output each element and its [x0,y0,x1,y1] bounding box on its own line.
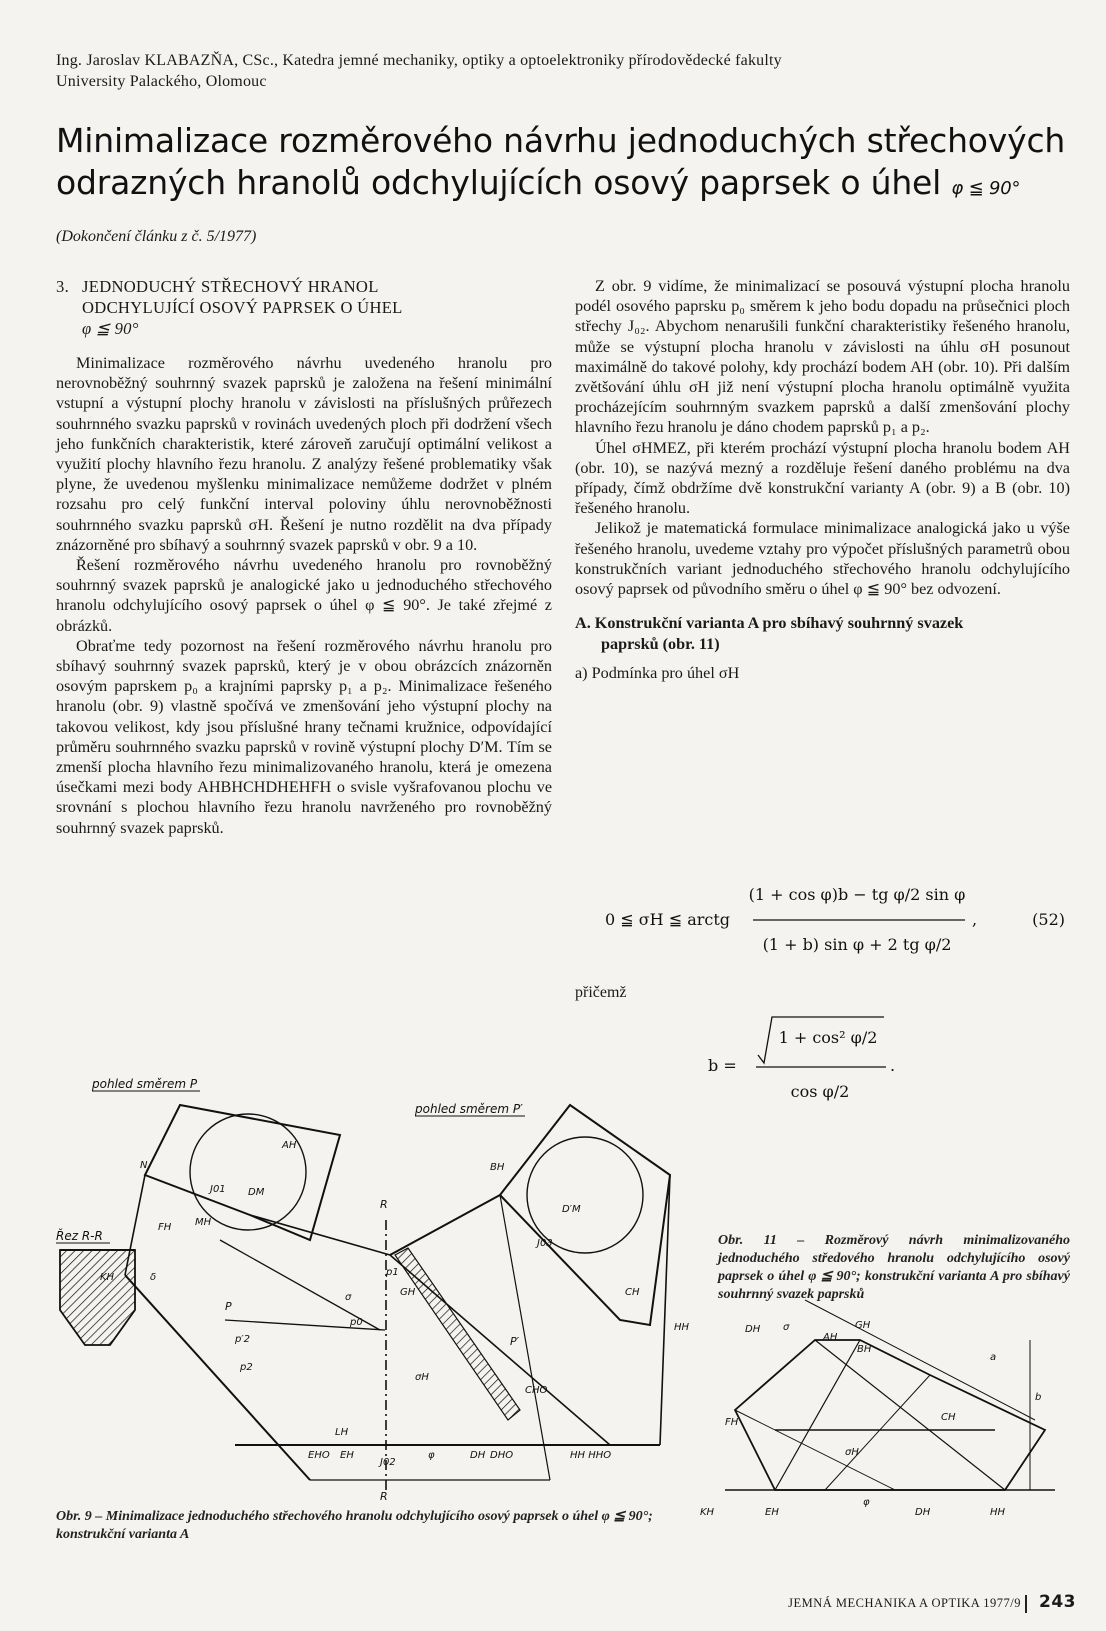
label-sigma: σ [345,1292,352,1303]
label-j02: J02 [380,1457,396,1468]
label-eh: EH [340,1450,354,1461]
fig11-label-phi: φ [863,1497,870,1508]
label-eho: EHO [308,1450,330,1461]
label-hho: HH HHO [570,1450,612,1461]
fig11-label-ah: AH [823,1332,838,1343]
fig11-label-a: a [990,1352,997,1363]
fig11-label-gh: GH [855,1320,871,1331]
right-roof-block [500,1105,670,1325]
section-heading-line-3: φ ≦ 90° [82,319,139,338]
paragraph: Obraťme tedy pozornost na řešení rozměrového návrhu hranolu pro sbíhavý souhrnný svazek paprsků, který je v obou obrázcích znázorněn osovým paprskem p₀ a krajními paprsky p₁ a p₂. Minimalizace řešeného hranolu (obr. 9) vlastně spočívá ve zmenšování jeho výstupní plochy na takovou velikost, kdy jsou příslušné hrany tečnami kružnice, odpovídající průměru souhrnného svazku paprsků v rovině výstupní plochy D′M. Tím se zmenší plocha hlavního řezu minimalizovaného hranolu, která je omezena úsečkami mezi body AHBHCHDHEHFH o svisle vyšrafovanou plochu ve srovnání s plochou hlavního řezu hranolu navrženého pro rovnoběžný souhrnný svazek paprsků. [56,636,552,837]
pricemz: přičemž [575,984,627,1001]
label-view-p: pohled směrem P [92,1077,198,1091]
fig11-label-fh: FH [725,1417,739,1428]
label-hh: HH [674,1322,690,1333]
label-cho: CHO [525,1385,548,1396]
fig11-label-ch: CH [941,1412,956,1423]
paragraph: Minimalizace rozměrového návrhu uvedeného hranolu pro nerovnoběžný souhrnný svazek paprsků je založena na řešení minimální vstupní a výstupní plochy hranolu v závislosti na příslušných průřezech souhrnného svazku paprsků v rovinách uvedených ploch při dodržení všech jeho funkčních charakteristik, které zároveň zaručují optimální velikost a využití plochy hlavního řezu hranolu. Z analýzy řešené problematiky však plyne, že uvedenou myšlenku minimalizace nemůžeme dodržet v plném rozsahu pro celý funkční interval poloviny úhlu nerovnoběžnosti souhrnného svazku paprsků σH. Řešení je nutno rozdělit na dva případy znázorněné pro sbíhavý a souhrnný svazek paprsků v obr. 9 a 10. [56,354,552,554]
eq-b-numerator: 1 + cos² φ/2 [778,1028,878,1047]
fig11-label-dh2: DH [915,1507,931,1518]
continuation-note: (Dokončení článku z č. 5/1977) [56,228,257,245]
label-p1: p1 [386,1267,399,1278]
author-line-1: Ing. Jaroslav KLABAZŇA, CSc., Katedra jemné mechaniky, optiky a optoelektroniky přírodovědecké fakulty [56,52,782,69]
fig11-label-hh: HH [990,1507,1006,1518]
label-r-top: R [380,1198,388,1211]
title-angle: φ ≦ 90° [951,178,1021,199]
column-left [56,276,552,838]
author-affiliation [56,50,1066,92]
column-right [575,276,1070,683]
label-j03: J03 [537,1238,553,1249]
paragraph: Z obr. 9 vidíme, že minimalizací se posouvá výstupní plocha hranolu podél osového paprsku p₀ směrem k jeho bodu dopadu na průsečnici ploch střechy J₀₂. Abychom nenarušili funkční charakteristiky řešeného hranolu, může se výstupní plocha hranolu v závislosti na úhlu σH posunout maximálně do takové polohy, kdy prochází bodem AH (obr. 10). Při dalším zvětšování úhlu σH již není výstupní plocha hranolu optimálně využita procházejícím souhrnným svazkem paprsků a další zmenšování plochy hlavního řezu hranolu je dáno chodem paprsků p₁ a p₂. [575,277,1070,437]
section-heading-line-2: ODCHYLUJÍCÍ OSOVÝ PAPRSEK O ÚHEL [82,298,403,317]
left-face [250,1215,390,1255]
fig11-label-kh: KH [700,1507,715,1518]
label-sigmah: σH [415,1372,429,1383]
page-number: 243 [1039,1592,1076,1612]
equation-52 [575,870,1070,980]
figure-9-caption: Obr. 9 – Minimalizace jednoduchého střechového hranolu odchylujícího osový paprsek o úhel φ ≦ 90°; konstrukční varianta A [56,1509,653,1542]
eq52-numerator: (1 + cos φ)b − tg φ/2 sin φ [748,885,966,904]
label-p: P [225,1300,232,1313]
fig11-label-dh: DH [745,1324,761,1335]
right-beam-circle [527,1137,643,1253]
eq52-comma: , [972,910,978,929]
label-p-prime: P′ [510,1335,520,1348]
label-section: Řez R-R [56,1229,103,1243]
journal-name: JEMNÁ MECHANIKA A OPTIKA 1977/9 [788,1596,1021,1610]
label-r-bottom: R [380,1490,388,1503]
label-mh: MH [195,1217,212,1228]
equation-b [700,1005,930,1120]
paragraph: Řešení rozměrového návrhu uvedeného hranolu pro rovnoběžný souhrnný svazek paprsků je analogické jako u jednoduchého střechového hranolu odchylujícího osový paprsek o úhel φ ≦ 90°. Je také zřejmé z obrázků. [56,556,552,635]
label-dho: DHO [490,1450,514,1461]
label-p2: p2 [240,1362,253,1373]
left-roof-block [145,1105,340,1240]
figure-11-drawing [700,1300,1075,1530]
eq52-left: 0 ≦ σH ≦ arctg [605,910,731,929]
label-n: N [140,1160,148,1171]
eq52-denominator: (1 + b) sin φ + 2 tg φ/2 [762,935,952,954]
label-ah: AH [282,1140,297,1151]
label-fh: FH [158,1222,172,1233]
fig11-label-bh: BH [857,1344,872,1355]
section-number: 3. [56,277,70,296]
page-footer [760,1592,1076,1613]
fig11-label-b: b [1035,1392,1042,1403]
label-dh: DH [470,1450,486,1461]
section-3-heading [56,276,552,339]
label-gh: GH [400,1287,416,1298]
eq-b-left: b = [708,1056,737,1075]
article-title [56,120,1066,210]
fig11-label-eh: EH [765,1507,779,1518]
label-j01: J01 [210,1184,226,1195]
title-line-2 [56,162,1066,210]
paragraph: Úhel σHMEZ, při kterém prochází výstupní plocha hranolu bodem AH (obr. 10), se nazývá mezný a rozděluje řešení daného problému na dva případy, čímž obdržíme dvě konstrukční varianty A (obr. 9) a B (obr. 10) řešeného hranolu. [575,438,1070,518]
subsection-heading-line-2: paprsků (obr. 11) [601,635,720,654]
section-heading-line-1: JEDNODUCHÝ STŘECHOVÝ HRANOL [82,277,379,296]
label-lh: LH [335,1427,349,1438]
label-delta: δ [150,1272,157,1283]
eq-b-denominator: cos φ/2 [790,1082,850,1101]
title-line-2-text: odrazných hranolů odchylujících osový paprsek o úhel [56,163,942,202]
footer-divider [1025,1595,1027,1613]
fig11-label-sigma: σ [783,1322,790,1333]
condition-a: a) Podmínka pro úhel σH [575,664,740,683]
eq-b-period: . [890,1056,896,1075]
fig11-prism-outline [735,1340,1045,1490]
title-line-1: Minimalizace rozměrového návrhu jednoduchých střechových [56,121,1066,160]
label-dm2: D′M [562,1204,581,1215]
label-bh: BH [490,1162,505,1173]
label-view-p2: pohled směrem P′ [415,1102,523,1116]
label-dm: DM [248,1187,265,1198]
paragraph: Jelikož je matematická formulace minimalizace analogická jako u výše řešeného hranolu, uvedeme vztahy pro výpočet příslušných parametrů obou konstrukčních variant jednoduchého střechového hranolu odchylujícího osový paprsek od původního směru o úhel φ ≦ 90° bez odvození. [575,519,1070,599]
label-kh: KH [100,1272,115,1283]
subsection-heading-line-1: A. Konstrukční varianta A pro sbíhavý souhrnný svazek [575,614,964,633]
label-p2b: p′2 [235,1334,250,1345]
fig11-label-sigmah: σH [845,1447,859,1458]
subsection-a-heading [575,613,1070,655]
label-p0: p0 [350,1317,363,1328]
left-prism-edge [125,1275,310,1480]
author-line-2: University Palackého, Olomouc [56,73,267,90]
left-beam-circle [190,1114,306,1230]
right-prism-edge [390,1195,500,1255]
hatched-area [395,1248,520,1420]
figure-11-caption: Obr. 11 – Rozměrový návrh minimalizovaného jednoduchého středového hranolu odchylujícího osový paprsek o úhel φ ≦ 90°; konstrukční varianta A pro sbíhavý souhrnný svazek paprsků [718,1233,1070,1302]
label-phi: φ [428,1450,435,1461]
eq52-label: (52) [1032,910,1065,929]
label-ch: CH [625,1287,640,1298]
figure-9-drawing [50,1077,690,1503]
section-rr [60,1250,135,1345]
